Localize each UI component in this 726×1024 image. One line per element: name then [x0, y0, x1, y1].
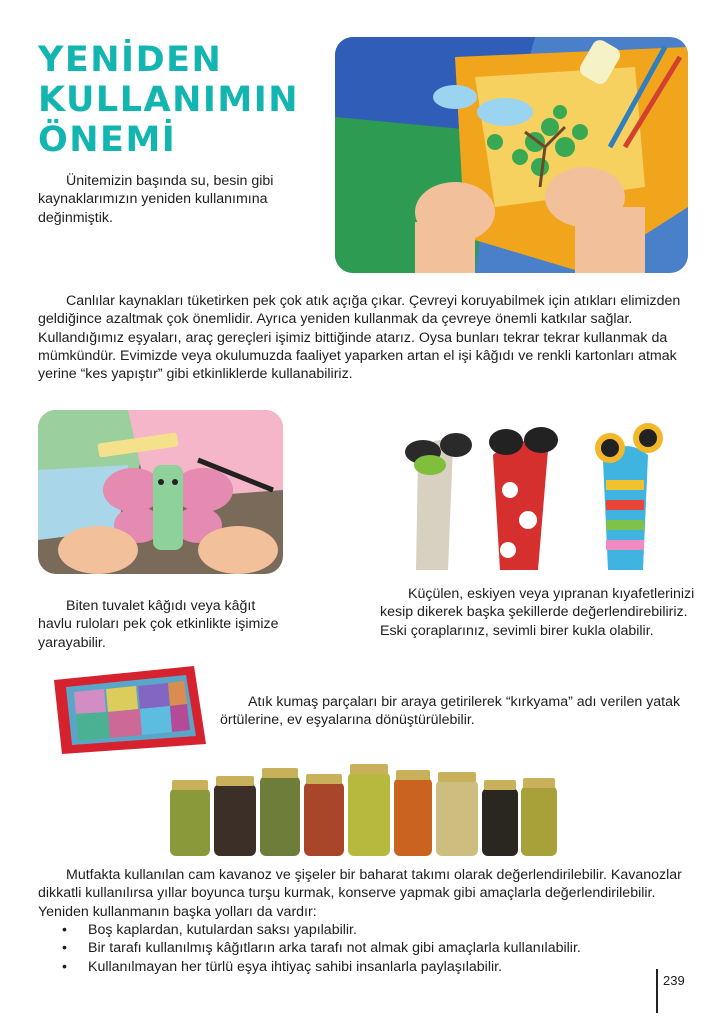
jars-paragraph: Mutfakta kullanılan cam kavanoz ve şişeler bir baharat takımı olarak değerlendirilebilir. Kavanozlar dikkatli kullanılırsa yıllar boyunca turşu kurmak, konserve yapmak gibi amaçlarla değerlendirilebilir. Yeniden kullanmanın başka yolları da vardır:	[38, 867, 682, 920]
bullet-icon: •	[62, 922, 67, 938]
title-line-1: YENİDEN	[38, 40, 223, 80]
bullet-icon: •	[62, 940, 67, 957]
page-title	[38, 40, 299, 160]
reuse-ideas-list	[60, 921, 680, 976]
intro-paragraph: Ünitemizin başında su, besin gibi kaynaklarımızın yeniden kullanımına değinmiştik.	[38, 173, 274, 226]
list-item-text: Boş kaplardan, kutulardan saksı yapılabilir.	[88, 922, 357, 938]
list-item	[60, 921, 680, 939]
main-paragraph: Canlılar kaynakları tüketirken pek çok atık açığa çıkar. Çevreyi koruyabilmek için atıkları elimizden geldiğince azaltmak çok önemlidir. Ayrıca yeniden kullanmak da çevreye önemli katkılar sağlar. Kullandığımız eşyaları, araç gereçleri işimiz bittiğinde atarız. Oysa bunları tekrar tekrar kullanmak da mümkündür. Evimizde veya okulumuzda faaliyet yaparken artan el işi kâğıdı ve renkli kartonları atmak yerine “kes yapıştır” gibi etkinliklerde kullanabiliriz.	[38, 293, 681, 383]
collage-activity-photo	[335, 37, 688, 273]
list-item	[60, 939, 680, 957]
toilet-roll-butterfly-photo	[38, 410, 283, 574]
patchwork-quilt-photo	[44, 662, 209, 758]
glass-jars-photo	[165, 762, 560, 860]
bullet-icon: •	[62, 958, 67, 975]
list-item-text: Kullanılmayan her türlü eşya ihtiyaç sahibi insanlarla paylaşılabilir.	[88, 958, 503, 975]
list-item	[60, 958, 680, 976]
title-line-3: ÖNEMİ	[38, 120, 177, 160]
page-number-divider	[656, 969, 658, 1013]
socks-caption: Küçülen, eskiyen veya yıpranan kıyafetlerinizi kesip dikerek başka şekillerde değerlendirebiliriz. Eski çoraplarınız, sevimli birer kukla olabilir.	[380, 586, 695, 639]
title-line-2: KULLANIMIN	[38, 80, 300, 120]
rolls-caption: Biten tuvalet kâğıdı veya kâğıt havlu ruloları pek çok etkinlikte işimize yarayabilir.	[38, 598, 279, 651]
sock-puppets-photo	[388, 410, 688, 570]
page-number: 239	[663, 973, 685, 988]
quilt-caption: Atık kumaş parçaları bir araya getirilerek “kırkyama” adı verilen yatak örtülerine, ev eşyalarına dönüştürülebilir.	[220, 694, 681, 729]
list-item-text: Bir tarafı kullanılmış kâğıtların arka tarafı not almak gibi amaçlarla kullanılabilir.	[88, 940, 581, 957]
